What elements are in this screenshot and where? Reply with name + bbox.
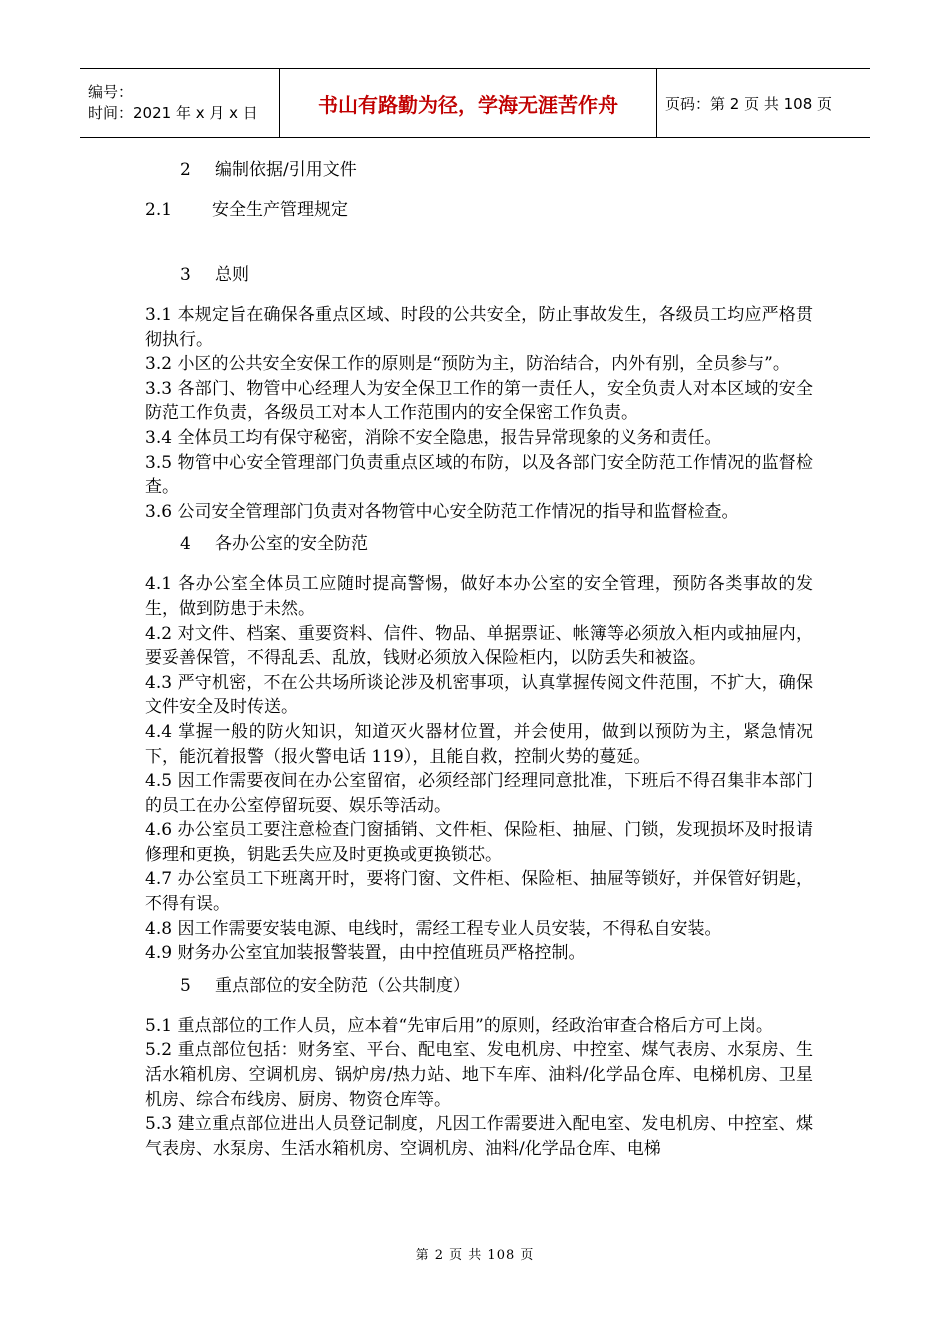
paragraph-4-3: 4.3 严守机密，不在公共场所谈论涉及机密事项，认真掌握传阅文件范围，不扩大，确保文件安全及时传送。 — [145, 672, 813, 718]
paragraph-4-6: 4.6 办公室员工要注意检查门窗插销、文件柜、保险柜、抽屉、门锁，发现损坏及时报请修理和更换，钥匙丢失应及时更换或更换锁芯。 — [145, 820, 813, 865]
section-heading-2-1: 2.1 安全生产管理规定 — [145, 200, 348, 220]
document-body — [145, 158, 813, 1161]
paragraph-4-9: 4.9 财务办公室宜加装报警装置，由中控值班员严格控制。 — [145, 943, 586, 964]
section-heading-3: 3 总则 — [180, 265, 249, 285]
paragraph-4-8: 4.8 因工作需要安装电源、电线时，需经工程专业人员安装，不得私自安装。 — [145, 918, 722, 939]
paragraph-5-2: 5.2 重点部位包括：财务室、平台、配电室、发电机房、中控室、煤气表房、水泵房、生活水箱机房、空调机房、锅炉房/热力站、地下车库、油料/化学品仓库、电梯机房、卫星机房、综合布线房、厨房、物资仓库等。 — [145, 1040, 813, 1110]
paragraph-3-4: 3.4 全体员工均有保守秘密，消除不安全隐患，报告异常现象的义务和责任。 — [145, 427, 722, 448]
paragraph-4-4: 4.4 掌握一般的防火知识，知道灭火器材位置，并会使用，做到以预防为主，紧急情况下，能沉着报警（报火警电话 119），且能自救，控制火势的蔓延。 — [145, 721, 813, 767]
paragraph-4-5: 4.5 因工作需要夜间在办公室留宿，必须经部门经理同意批准，下班后不得召集非本部门的员工在办公室停留玩耍、娱乐等活动。 — [145, 771, 813, 816]
header-page-info: 页码：第 2 页 共 108 页 — [665, 94, 833, 113]
document-number-label: 编号： — [88, 83, 134, 101]
paragraph-4-1: 4.1 各办公室全体员工应随时提高警惕，做好本办公室的安全管理，预防各类事故的发生，做到防患于未然。 — [145, 574, 813, 619]
paragraph-3-1: 3.1 本规定旨在确保各重点区域、时段的公共安全，防止事故发生，各级员工均应严格贯彻执行。 — [145, 305, 813, 350]
header-left-cell — [80, 69, 280, 137]
paragraph-3-6: 3.6 公司安全管理部门负责对各物管中心安全防范工作情况的指导和监督检查。 — [145, 501, 739, 522]
page-footer: 第 2 页 共 108 页 — [415, 1248, 535, 1263]
header-motto: 书山有路勤为径，学海无涯苦作舟 — [318, 92, 618, 117]
header-page-cell — [657, 69, 870, 137]
document-date: 时间：2021 年 x 月 x 日 — [88, 104, 258, 122]
header-motto-cell — [280, 69, 657, 137]
paragraph-3-2: 3.2 小区的公共安全安保工作的原则是“预防为主，防治结合，内外有别，全员参与”。 — [145, 354, 790, 375]
header-table — [80, 68, 870, 138]
paragraph-4-7: 4.7 办公室员工下班离开时，要将门窗、文件柜、保险柜、抽屉等锁好，并保管好钥匙，不得有误。 — [145, 869, 813, 915]
paragraph-3-5: 3.5 物管中心安全管理部门负责重点区域的布防，以及各部门安全防范工作情况的监督检查。 — [145, 452, 813, 498]
paragraph-3-3: 3.3 各部门、物管中心经理人为安全保卫工作的第一责任人，安全负责人对本区域的安全防范工作负责，各级员工对本人工作范围内的安全保密工作负责。 — [145, 378, 813, 424]
section-heading-2: 2 编制依据/引用文件 — [180, 160, 357, 180]
section-heading-5: 5 重点部位的安全防范（公共制度） — [180, 975, 470, 996]
paragraph-4-2: 4.2 对文件、档案、重要资料、信件、物品、单据票证、帐簿等必须放入柜内或抽屉内，要妥善保管，不得乱丢、乱放，钱财必须放入保险柜内，以防丢失和被盗。 — [145, 623, 813, 669]
section-heading-4: 4 各办公室的安全防范 — [180, 534, 368, 555]
paragraph-5-3: 5.3 建立重点部位进出人员登记制度，凡因工作需要进入配电室、发电机房、中控室、煤气表房、水泵房、生活水箱机房、空调机房、油料/化学品仓库、电梯 — [145, 1114, 813, 1159]
paragraph-5-1: 5.1 重点部位的工作人员，应本着“先审后用”的原则，经政治审查合格后方可上岗。 — [145, 1015, 773, 1036]
